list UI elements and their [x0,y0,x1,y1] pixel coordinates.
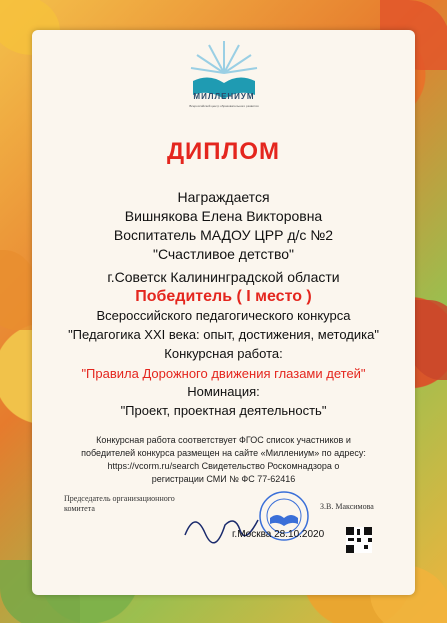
nomination-value: "Проект, проектная деятельность" [120,403,327,418]
recipient-organization: "Счастливое детство" [152,246,295,262]
recipient-name: Вишнякова Елена Викторовна [124,208,323,224]
signature-role-line-2: комитета [64,504,95,513]
issue-date: г.Москва 28.10.2020 [232,529,325,540]
contest-type: Всероссийского педагогического конкурса [96,308,351,323]
qr-code-icon [346,527,372,553]
diploma-title: ДИПЛОМ [166,138,281,165]
place-award: Победитель ( I место ) [135,288,312,305]
footer-line-3: https://vcorm.ru/search Свидетельство Роскомнадзора о [107,461,340,471]
logo-subtitle: Всероссийский центр образовательного развития [189,104,259,108]
contest-name: "Педагогика XXI века: опыт, достижения, методика" [68,327,379,342]
signer-name: З.В. Максимова [320,502,374,511]
logo-name: МИЛЛЕНИУМ [193,92,255,101]
recipient-city: г.Советск Калининградской области [107,269,340,285]
signature-role-line-1: Председатель организационного [64,494,175,503]
recipient-position: Воспитатель МАДОУ ЦРР д/с №2 [113,227,334,243]
footer-line-1: Конкурсная работа соответствует ФГОС список участников и [96,435,351,445]
footer-line-4: регистрации СМИ № ФС 77-62416 [151,474,296,484]
work-label: Конкурсная работа: [164,346,283,361]
nomination-label: Номинация: [187,384,260,399]
work-title: "Правила Дорожного движения глазами детей" [81,366,366,381]
awarded-label: Награждается [177,189,270,205]
footer-line-2: победителей конкурса размещен на сайте «Миллениум» по адресу: [81,448,366,458]
